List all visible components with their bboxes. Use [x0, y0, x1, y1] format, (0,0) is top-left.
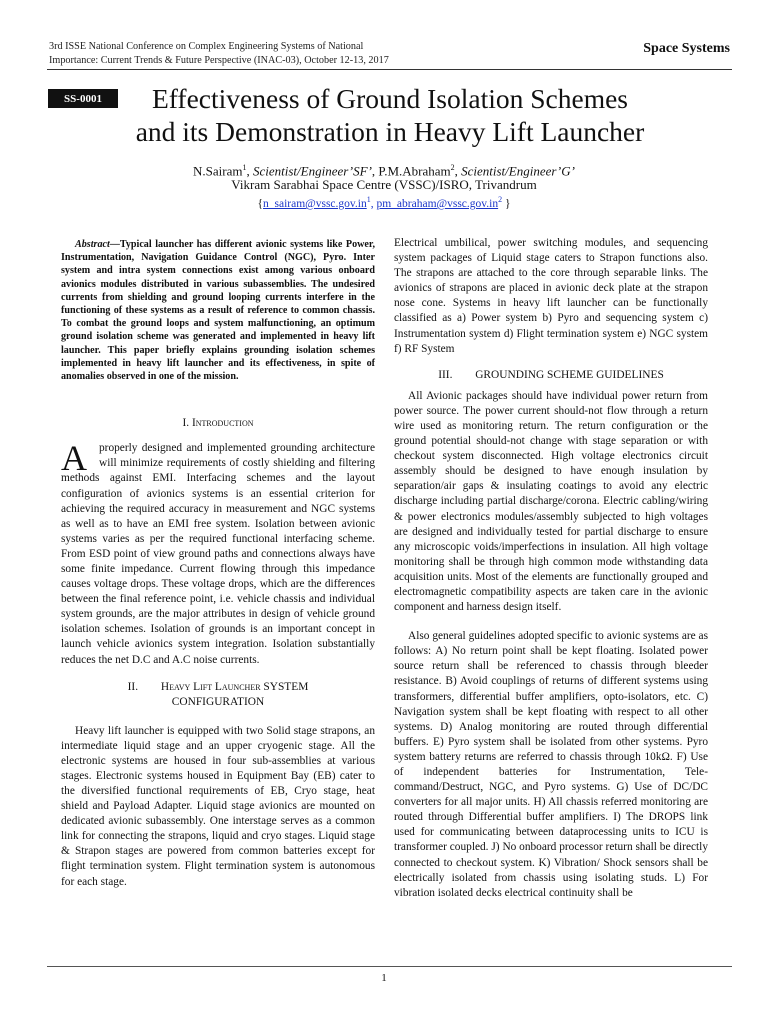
author-2-sup: 2: [450, 163, 455, 172]
author-1-name: N.Sairam: [193, 163, 243, 179]
conference-line-2: Importance: Current Trends & Future Perspective (INAC-03), October 12-13, 2017: [49, 54, 389, 66]
section-2-heading-line-1: II. Heavy Lift Launcher SYSTEM: [127, 680, 309, 693]
section-3-para-2: Also general guidelines adopted specific to avionic systems are as follows: A) No return point shall be kept floating. Isolated power source return shall be referenced to chassis through bleeder resistance. B) Avoid couplings of returns of different systems using transformers, differential buffer amplifiers, opto-isolators, etc. C) Navigation system shall be kept floating with respect to all other systems. D) Analog monitoring are routed through differential buffers. E) Pyro system shall be isolated from other systems. Pyro system battery returns are referred to chassis through 10kΩ. F) Use of independent batteries for Instrumentation, Tele-command/Destruct, NGC, and Pyro systems. G) Use of DC/DC converters for all major units. H) All chassis referred monitoring are routed through Differential buffer amplifiers. I) The DROPS link used for communicating between dataprocessing units to ICU is transformer coupled. J) No onboard processor return shall be directly connected to checkout system. K) Vibration/ Shock sensors shall be electrically isolated from chassis using isolating studs. L) For vibration isolated decks electrical continuity shall be: [394, 630, 708, 899]
author-line: N.Sairam$^1$, Scientist/Engineer’SF’, P.M.Abraham$^2$, Scientist/Engineer’G’: [193, 163, 575, 179]
email-2-sup: 2: [498, 195, 503, 204]
title-line-2: and its Demonstration in Heavy Lift Launcher: [135, 116, 645, 147]
section-1-heading-text: I. Introduction: [182, 417, 254, 430]
drop-cap: A: [61, 438, 87, 479]
section-3-para-1: All Avionic packages should have individual power return from power source. The power current should-not flow through a return wire used as monitoring return. The return configuration or the ground potential should-not change with stage separation or with checkout system disconnected. High voltage electronics circuit assembly should be designed to have enough insulation by separation/air gaps & insulating coatings to avoid any electric discharge including partial discharge/corona. Electric cabling/wiring & power electronics modules/assembly subjected to high voltages are designed and individually tested for partial discharge to ensure any microscopic voids/imperfections in insulation. All high voltage monitoring shall be through high common mode withstanding data acquisition units. Most of the elements are functionally grouped and electromagnetic compatibility aspects are taken care in the avionic component and harness design itself.: [394, 389, 708, 614]
author-1-role: Scientist/Engineer’SF’: [253, 163, 372, 179]
page-number: 1: [381, 972, 387, 984]
section-1-text: properly designed and implemented grounding architecture will minimize requirements of costly shielding and filtering methods against EMI. Interfacing schemes and the layout configuration of avionics systems is an essential criterion for achieving the required accuracy in measurement and NGC systems as well as to have an EMI free system. Isolation between avionic systems varies as per the required functional interfacing scheme. From ESD point of view ground paths and connections always have some finite impedance. Current flowing through this impedance causes voltage drops. These voltage drops, which are the differences between the final reference point, i.e. vehicle chassis and individual system grounds, are the major attributes in design of vehicle ground isolation schemes. Isolation of grounds is an important concept in launch vehicle avionics system integration. Isolation substantially reduces the net D.C and A.C noise currents.: [61, 442, 375, 666]
email-line: {$n\_sairam@vssc.gov.in^1$, $pm\_abraham@vssc.gov.in^2$ }: [257, 195, 511, 210]
abstract: [61, 238, 375, 383]
section-2-body: Heavy lift launcher is equipped with two Solid stage strapons, an intermediate liquid stage and an upper cryogenic stage. All the electronic systems are housed in four sub-assemblies at various stages. Electronic systems housed in Equipment Bay (EB) cater to the diversified functional requirements of EB, Cryo stage, heat shield and Payload Adapter. Liquid stage avionics are mounted on dedicated avionic subassembly. One interstage serves as a common link for connecting the strapons, liquid and cryo stages. Liquid stage & Strapon stages are powered from common batteries except for flight termination system. Flight termination system is autonomous for each stage.: [61, 724, 375, 888]
section-2-heading: [61, 680, 375, 710]
email-link-1[interactable]: n_sairam@vssc.gov.in: [262, 197, 367, 210]
section-1-body: [61, 438, 375, 667]
section-2-heading-line-2: CONFIGURATION: [171, 695, 265, 708]
author-2-role: Scientist/Engineer’G’: [461, 163, 575, 179]
author-1-sup: 1: [242, 163, 247, 172]
right-column: [394, 236, 708, 901]
abstract-label: Abstract: [75, 239, 110, 250]
footer-divider: [47, 966, 732, 967]
paper-title: [60, 82, 720, 148]
section-3-heading: III. GROUNDING SCHEME GUIDELINES: [438, 368, 664, 381]
track-label: Space Systems: [643, 41, 730, 56]
conference-header: [49, 40, 449, 67]
affiliation: Vikram Sarabhai Space Centre (VSSC)/ISRO, Trivandrum: [231, 177, 537, 192]
conference-line-1: 3rd ISSE National Conference on Complex Engineering Systems of National: [49, 41, 364, 52]
author-2-name: P.M.Abraham: [378, 163, 451, 179]
paper-id-badge: SS-0001: [48, 89, 118, 108]
email-1-sup: 1: [366, 195, 371, 204]
abstract-text: —Typical launcher has different avionic systems like Power, Instrumentation, Navigation Guidance Control (NGC), Pyro. Inter system and intra system connections exist among various onboard avionics modules distributed in various subassemblies. The undesired currents from shielding and ground looping currents interfere in the functioning of these systems as a result of reference to common chassis. To combat the ground loops and system malfunctioning, an optimum ground isolation scheme was generated and implemented in heavy lift launcher. This paper briefly explains grounding isolation schemes implemented in heavy lift launcher and its effectiveness, in spite of anomalies observed in one of the mission.: [61, 239, 375, 383]
email-link-2[interactable]: pm_abraham@vssc.gov.in: [376, 197, 499, 210]
section-2-continuation: Electrical umbilical, power switching modules, and sequencing system packages of Liquid stage caters to Strapon functions also. The strapons are attached to the core through separable links. The avionics of strapons are placed in avionic deck plate at the strapon nose cone. Systems in heavy lift launcher can be functionally classified as a) Power system b) Pyro and sequencing system c) Instrumentation system d) Flight termination system e) NGC system f) RF System: [394, 237, 708, 355]
section-1-heading: [61, 416, 375, 431]
title-line-1: Effectiveness of Ground Isolation Schemes: [151, 83, 629, 114]
header-divider: [47, 69, 732, 70]
left-column: [61, 238, 375, 890]
